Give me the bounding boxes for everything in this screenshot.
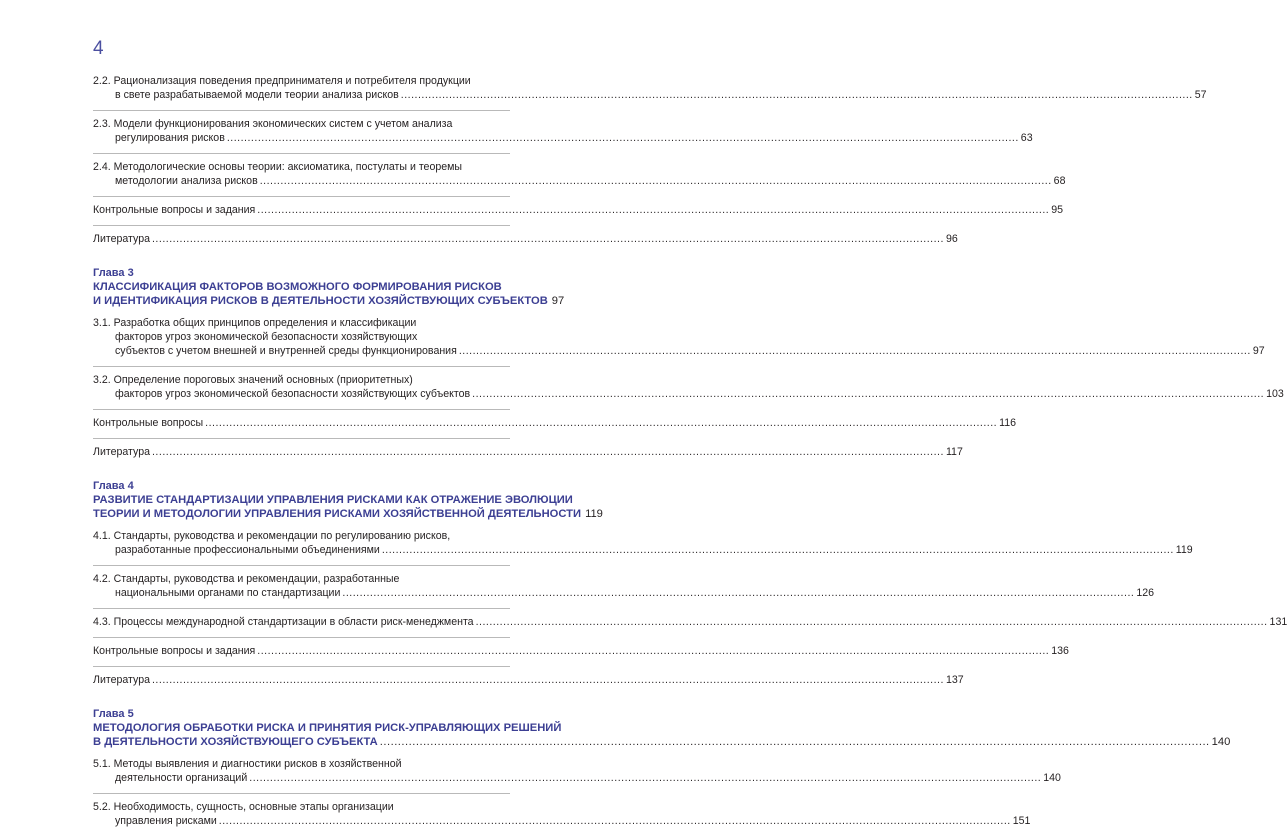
toc-entry-text: 4.3. Процессы международной стандартизации в области риск-менеджмента [93,616,474,628]
toc-entry-line: 2.2. Рационализация поведения предпринимателя и потребителя продукции [93,75,471,87]
toc-entry-text: факторов угроз экономической безопасности хозяйствующих субъектов [115,388,471,400]
dot-leader [152,673,944,687]
toc-entry [93,117,1033,145]
entry-divider [93,608,510,609]
toc-entry [93,673,964,687]
toc-entry-line: 3.2. Определение пороговых значений основных (приоритетных) [93,374,413,386]
toc-entry-text: Литература [93,446,150,458]
toc-page-number: 126 [1136,587,1155,599]
entry-divider [93,793,510,794]
toc-entry-line: 5.1. Методы выявления и диагностики рисков в хозяйственной [93,758,402,770]
toc-page-number: 136 [1051,645,1069,657]
toc-entry [93,373,1284,401]
toc-entry-text: регулирования рисков [115,132,225,144]
dot-leader [380,735,1210,749]
toc-entry-text: Контрольные вопросы [93,417,204,429]
toc-entry-last-line [93,507,603,521]
toc-entry-last-line [93,735,1231,749]
dot-leader [459,344,1251,358]
toc-entry-line: факторов угроз экономической безопасности хозяйствующих [115,331,418,343]
dot-leader [227,131,1019,145]
chapter-label: Глава 3 [93,267,134,279]
toc-entry-last-line [93,445,963,459]
chapter-title [93,280,565,308]
toc-entry-line: 4.1. Стандарты, руководства и рекомендации по регулированию рисков, [93,530,451,542]
toc-entry-text: Контрольные вопросы и задания [93,204,256,216]
toc-entry [93,232,958,246]
toc-entry-text: национальными органами по стандартизации [115,587,341,599]
toc-entry [93,757,1061,785]
entry-divider [93,110,510,111]
toc-page-number: 63 [1020,132,1033,144]
toc-page-number: 137 [945,674,964,686]
toc-entry-last-line [93,294,565,308]
toc-entry-line: 2.4. Методологические основы теории: аксиоматика, постулаты и теоремы [93,161,463,173]
dot-leader [260,174,1052,188]
toc-page-number: 117 [945,446,963,458]
toc-page-number: 131 [1269,616,1287,628]
toc-entry-line: 5.2. Необходимость, сущность, основные этапы организации [93,801,394,813]
dot-leader [257,644,1049,658]
dot-leader [257,203,1049,217]
toc-entry-last-line [93,88,1207,102]
toc-entry-last-line [93,543,1193,557]
toc-entry-text: И ИДЕНТИФИКАЦИЯ РИСКОВ В ДЕЯТЕЛЬНОСТИ ХОЗЯЙСТВУЮЩИХ СУБЪЕКТОВ [93,295,548,307]
toc-entry-line: 3.1. Разработка общих принципов определения и классификации [93,317,417,329]
chapter-title [93,493,603,521]
toc-entry-last-line [93,416,1017,430]
toc-entry [93,529,1193,557]
toc-entry-text: Литература [93,233,150,245]
dot-leader [401,88,1193,102]
toc-entry-last-line [93,131,1033,145]
dot-leader [342,586,1134,600]
toc-entry-last-line [93,344,1265,358]
toc-entry [93,316,1265,358]
entry-divider [93,565,510,566]
chapter-title [93,721,1231,749]
entry-divider [93,366,510,367]
toc-page-number: 116 [999,417,1017,429]
toc-entry [93,644,1069,658]
table-of-contents [93,74,1287,836]
toc-entry [93,445,963,459]
toc-entry [93,74,1207,102]
toc-page-number: 95 [1051,204,1064,216]
toc-entry-text: деятельности организаций [115,772,248,784]
chapter-title-line: РАЗВИТИЕ СТАНДАРТИЗАЦИИ УПРАВЛЕНИЯ РИСКАМИ КАК ОТРАЖЕНИЕ ЭВОЛЮЦИИ [93,494,573,506]
chapter-title-line: МЕТОДОЛОГИЯ ОБРАБОТКИ РИСКА И ПРИНЯТИЯ РИСК-УПРАВЛЯЮЩИХ РЕШЕНИЙ [93,722,562,734]
toc-entry-last-line [93,615,1287,629]
toc-page-number: 57 [1194,89,1207,101]
toc-entry-last-line [93,232,958,246]
toc-entry [93,572,1155,600]
toc-entry-last-line [93,387,1284,401]
chapter-label: Глава 5 [93,708,134,720]
toc-entry-text: в свете разрабатываемой модели теории анализа рисков [115,89,399,101]
toc-page-number: 68 [1053,175,1066,187]
toc-section [93,74,1207,246]
entry-divider [93,666,510,667]
toc-entry [93,416,1017,430]
toc-page-number: 140 [1211,736,1231,748]
dot-leader [382,543,1174,557]
toc-entry-last-line [93,673,964,687]
chapter-section [93,707,1231,828]
toc-entry-last-line [93,203,1064,217]
entry-divider [93,225,510,226]
toc-page-number: 119 [1175,544,1193,556]
toc-page-number: 103 [1266,388,1284,400]
toc-entry-text: Контрольные вопросы и задания [93,645,256,657]
toc-entry-text: методологии анализа рисков [115,175,258,187]
toc-entry [93,615,1287,629]
toc-entry-last-line [93,644,1069,658]
dot-leader [219,814,1011,828]
toc-entry-last-line [93,814,1031,828]
toc-entry-line: 2.3. Модели функционирования экономических систем с учетом анализа [93,118,453,130]
chapter-section [93,479,1287,687]
dot-leader [249,771,1041,785]
dot-leader [152,445,944,459]
page-number: 4 [93,38,104,59]
toc-entry-text: управления рисками [115,815,217,827]
toc-entry-text: Литература [93,674,150,686]
toc-entry-text: ТЕОРИИ И МЕТОДОЛОГИИ УПРАВЛЕНИЯ РИСКАМИ ХОЗЯЙСТВЕННОЙ ДЕЯТЕЛЬНОСТИ [93,508,582,520]
toc-page-number: 97 [551,295,565,307]
dot-leader [472,387,1264,401]
toc-entry-last-line [93,174,1066,188]
toc-entry [93,203,1064,217]
toc-entry-line: 4.2. Стандарты, руководства и рекомендации, разработанные [93,573,400,585]
dot-leader [152,232,944,246]
toc-entry-text: разработанные профессиональными объединениями [115,544,380,556]
toc-page-number: 97 [1252,345,1265,357]
toc-page-number: 140 [1043,772,1061,784]
toc-page-number: 119 [585,508,603,520]
entry-divider [93,438,510,439]
toc-entry [93,800,1031,828]
entry-divider [93,196,510,197]
chapter-section [93,266,1284,459]
chapter-label: Глава 4 [93,480,134,492]
toc-entry-text: субъектов с учетом внешней и внутренней среды функционирования [115,345,457,357]
entry-divider [93,637,510,638]
toc-entry [93,160,1066,188]
entry-divider [93,409,510,410]
toc-entry-last-line [93,771,1061,785]
toc-page-number: 151 [1012,815,1031,827]
dot-leader [476,615,1268,629]
toc-page-number: 96 [945,233,958,245]
toc-entry-last-line [93,586,1155,600]
entry-divider [93,153,510,154]
chapter-title-line: КЛАССИФИКАЦИЯ ФАКТОРОВ ВОЗМОЖНОГО ФОРМИРОВАНИЯ РИСКОВ [93,281,502,293]
dot-leader [205,416,997,430]
toc-entry-text: В ДЕЯТЕЛЬНОСТИ ХОЗЯЙСТВУЮЩЕГО СУБЪЕКТА [93,736,378,748]
